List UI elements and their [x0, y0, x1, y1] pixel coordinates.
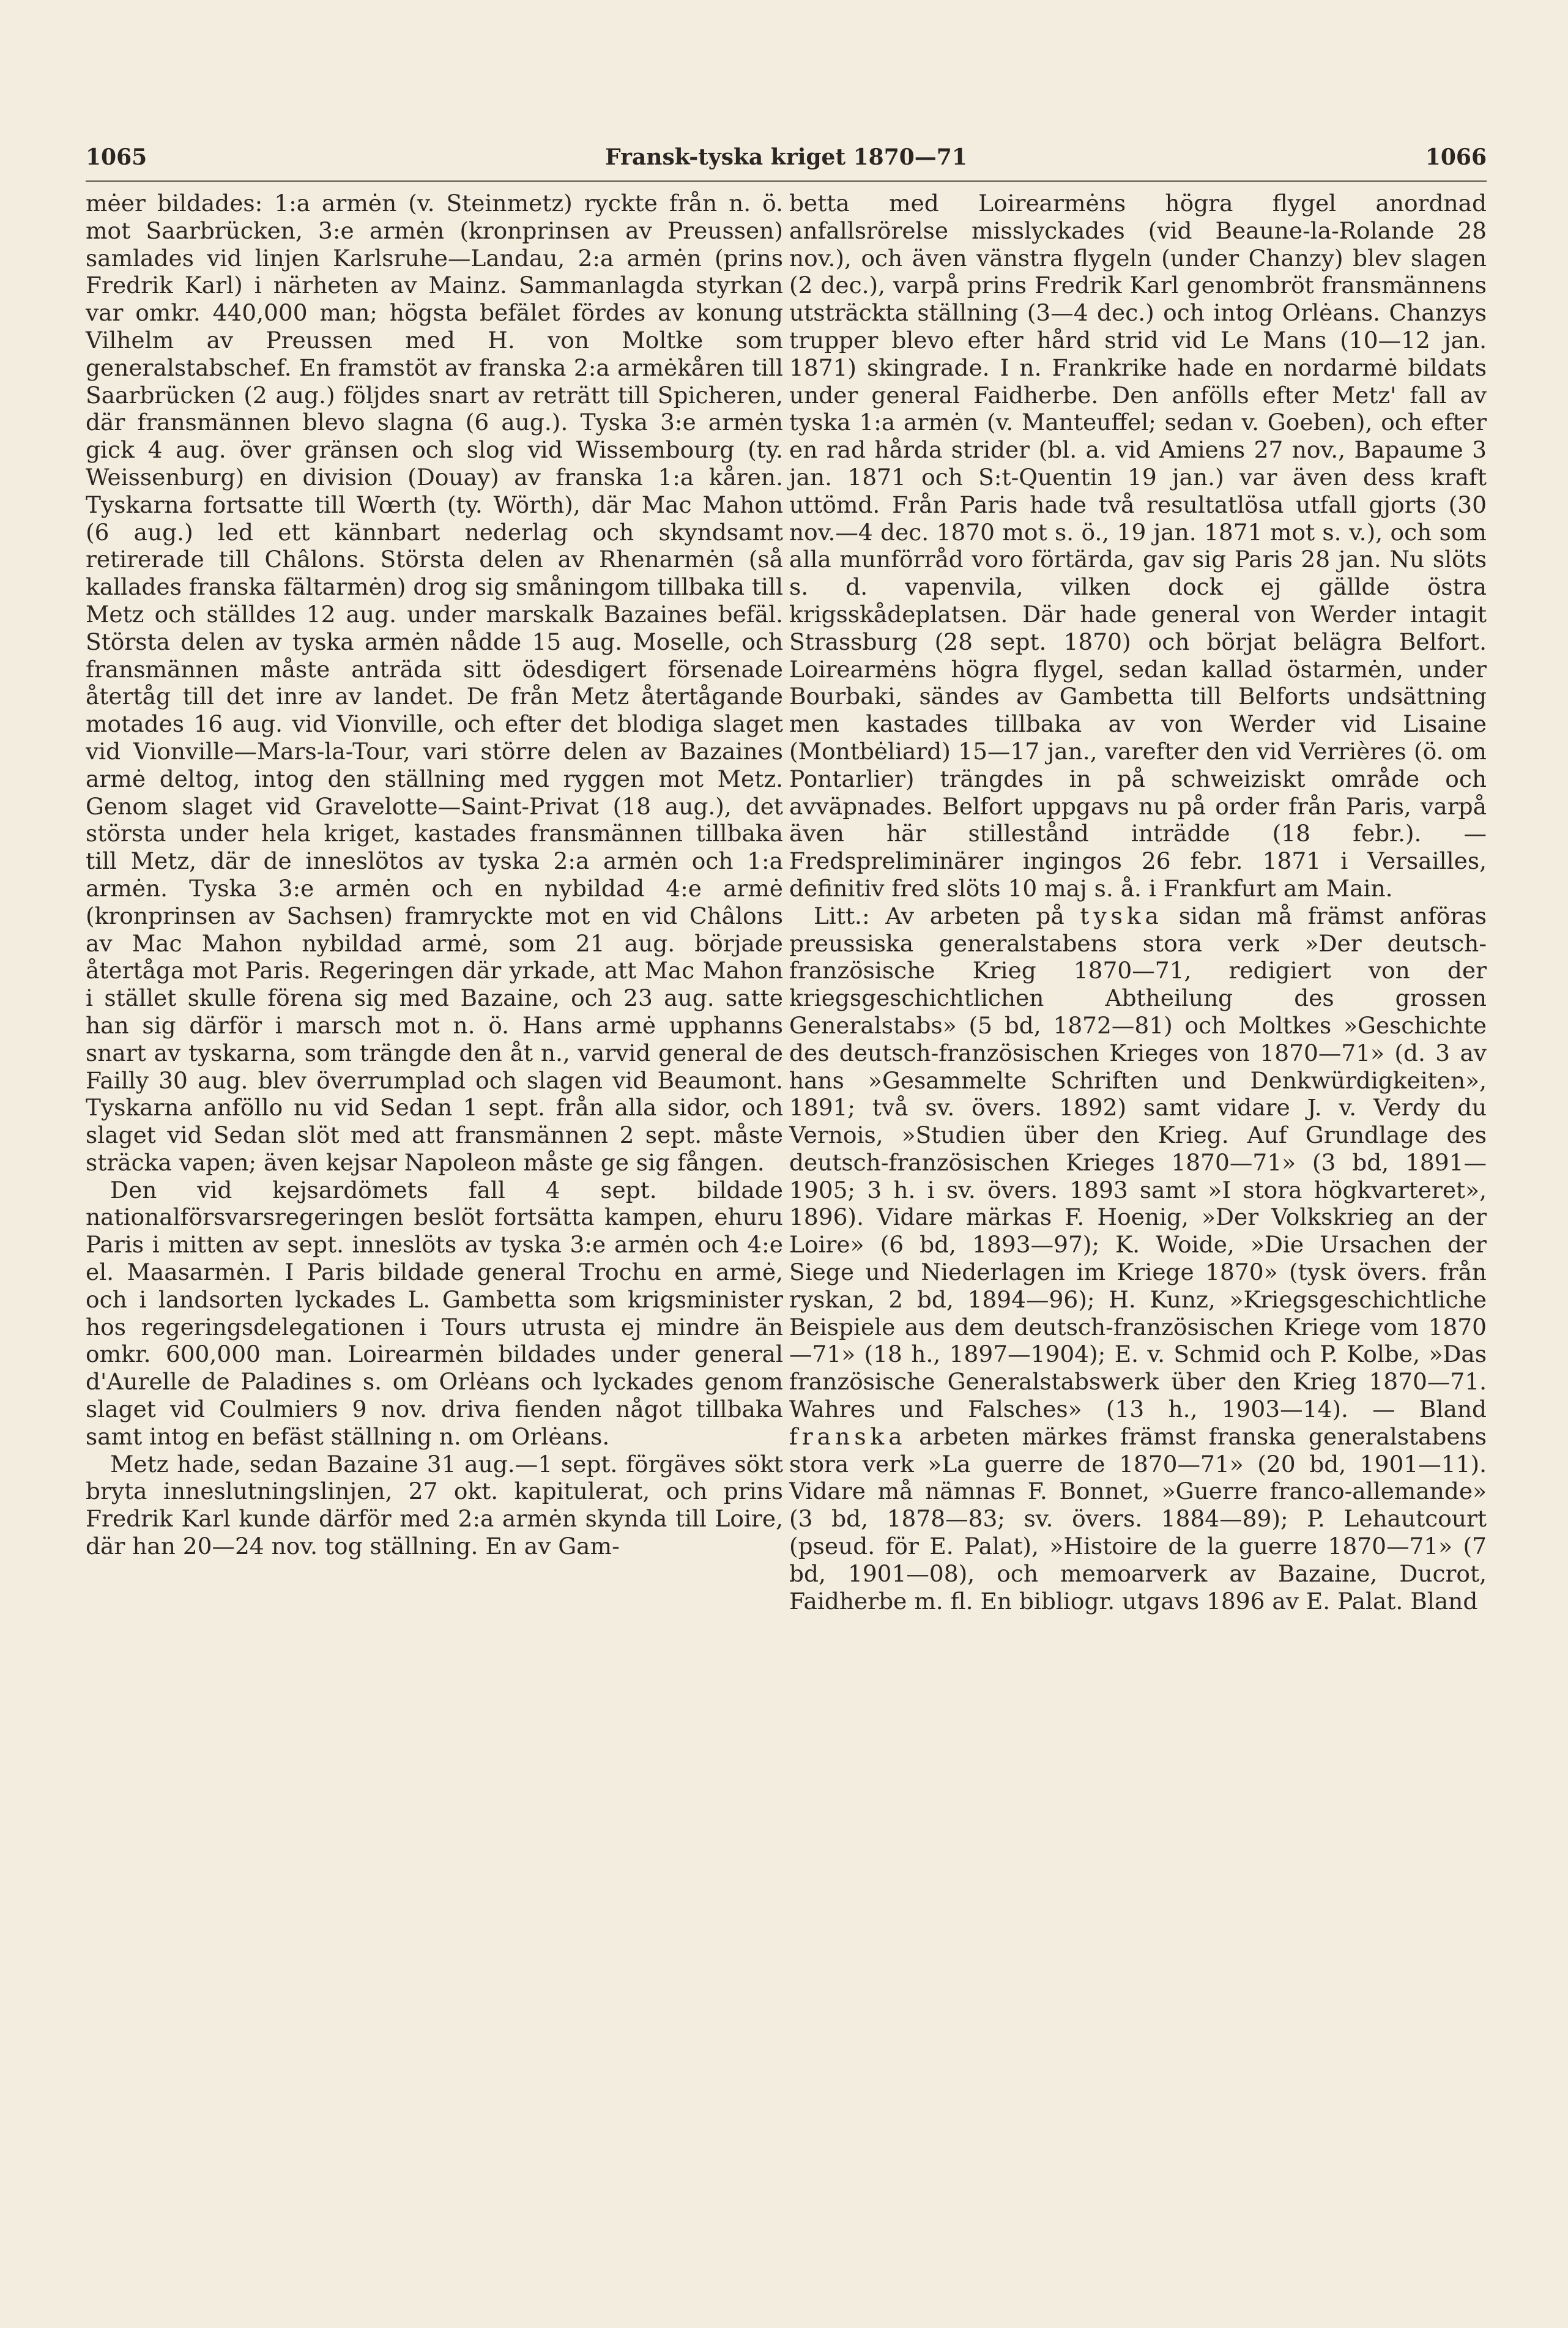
page-number-right: 1066: [1425, 144, 1487, 170]
literature-paragraph: [789, 902, 1487, 1615]
left-paragraph-3: Metz hade, sedan Bazaine 31 aug.—1 sept. förgäves sökt bryta inneslutningslinjen, 27 okt. kapitulerat, och prins Fredrik Karl kunde därför med 2:a armėn skynda till Loire, där han 20—24 nov. tog ställning. En av Gam-: [86, 1450, 783, 1560]
literature-label: Litt.: [814, 902, 862, 929]
running-title: Fransk-tyska kriget 1870—71: [605, 144, 967, 170]
literature-text-a: : Av arbeten på: [861, 902, 1080, 929]
spaced-word-franska: franska: [789, 1422, 907, 1450]
literature-text-c: arbeten märkes främst franska generalstabens stora verk »La guerre de 1870—71» (20 bd, 1901—11). Vidare må nämnas F. Bonnet, »Guerre franco-allemande» (3 bd, 1878—83; sv. övers. 1884—89); P. Lehautcourt (pseud. för E. Palat), »Histoire de la guerre 1870—71» (7 bd, 1901—08), och memoarverk av Bazaine, Ducrot, Faidherbe m. fl. En bibliogr. utgavs 1896 av E. Palat. Bland: [789, 1422, 1487, 1615]
page-number-left: 1065: [86, 144, 147, 170]
header-rule: [86, 180, 1487, 182]
page-header: [86, 144, 1487, 181]
literature-text-b: sidan må främst anföras preussiska generalstabens stora verk »Der deutsch-französische Krieg 1870—71, redigiert von der kriegsgeschichtlichen Abtheilung des grossen Generalstabs» (5 bd, 1872—81) och Moltkes »Geschichte des deutsch-französischen Krieges von 1870—71» (d. 3 av hans »Gesammelte Schriften und Denkwürdigkeiten», 1891; två sv. övers. 1892) samt vidare J. v. Verdy du Vernois, »Studien über den Krieg. Auf Grundlage des deutsch-französischen Krieges 1870—71» (3 bd, 1891—1905; 3 h. i sv. övers. 1893 samt »I stora högkvarteret», 1896). Vidare märkas F. Hoenig, »Der Volkskrieg an der Loire» (6 bd, 1893—97); K. Woide, »Die Ursachen der Siege und Niederlagen im Kriege 1870» (tysk övers. från ryskan, 2 bd, 1894—96); H. Kunz, »Kriegsgeschichtliche Beispiele aus dem deutsch-französischen Kriege vom 1870—71» (18 h., 1897—1904); E. v. Schmid och P. Kolbe, »Das französische Generalstabswerk über den Krieg 1870—71. Wahres und Falsches» (13 h., 1903—14). — Bland: [789, 902, 1487, 1423]
left-paragraph-2: Den vid kejsardömets fall 4 sept. bildade nationalförsvarsregeringen beslöt fortsätta kampen, ehuru Paris i mitten av sept. inneslöts av tyska 3:e armėn och 4:e el. Maasarmėn. I Paris bildade general Trochu en armė, och i landsorten lyckades L. Gambetta som krigsminister hos regeringsdelegationen i Tours utrusta ej mindre än omkr. 600,000 man. Loirearmėn bildades under general d'Aurelle de Paladines s. om Orlėans och lyckades genom slaget vid Coulmiers 9 nov. driva fienden något tillbaka samt intog en befäst ställning n. om Orlėans.: [86, 1176, 783, 1450]
right-paragraph-1: betta med Loirearmėns högra flygel anordnad anfallsrörelse misslyckades (vid Beaune-la-Rolande 28 nov.), och även vänstra flygeln (under Chanzy) blev slagen (2 dec.), varpå prins Fredrik Karl genombröt fransmännens utsträckta ställning (3—4 dec.) och intog Orlėans. Chanzys trupper blevo efter hård strid vid Le Mans (10—12 jan. 1871) skingrade. I n. Frankrike hade en nordarmė bildats under general Faidherbe. Den anfölls efter Metz' fall av tyska 1:a armėn (v. Manteuffel; sedan v. Goeben), och efter en rad hårda strider (bl. a. vid Amiens 27 nov., Bapaume 3 jan. 1871 och S:t-Quentin 19 jan.) var även dess kraft uttömd. Från Paris hade två resultatlösa utfall gjorts (30 nov.—4 dec. 1870 mot s. ö., 19 jan. 1871 mot s. v.), och som alla munförråd voro förtärda, gav sig Paris 28 jan. Nu slöts s. d. vapenvila, vilken dock ej gällde östra krigsskådeplatsen. Där hade general von Werder intagit Strassburg (28 sept. 1870) och börjat belägra Belfort. Loirearmėns högra flygel, sedan kallad östarmėn, under Bourbaki, sändes av Gambetta till Belforts undsättning men kastades tillbaka av von Werder vid Lisaine (Montbėliard) 15—17 jan., varefter den vid Verrières (ö. om Pontarlier) trängdes in på schweiziskt område och avväpnades. Belfort uppgavs nu på order från Paris, varpå även här stillestånd inträdde (18 febr.). — Fredspreliminärer ingingos 26 febr. 1871 i Versailles, definitiv fred slöts 10 maj s. å. i Frankfurt am Main.: [789, 190, 1487, 902]
left-column: [86, 190, 783, 1560]
left-paragraph-1: mėer bildades: 1:a armėn (v. Steinmetz) ryckte från n. ö. mot Saarbrücken, 3:e armėn (kronprinsen av Preussen) samlades vid linjen Karlsruhe—Landau, 2:a armėn (prins Fredrik Karl) i närheten av Mainz. Sammanlagda styrkan var omkr. 440,000 man; högsta befälet fördes av konung Vilhelm av Preussen med H. von Moltke som generalstabschef. En framstöt av franska 2:a armėkåren till Saarbrücken (2 aug.) följdes snart av reträtt till Spicheren, där fransmännen blevo slagna (6 aug.). Tyska 3:e armėn gick 4 aug. över gränsen och slog vid Wissembourg (ty. Weissenburg) en division (Douay) av franska 1:a kåren. Tyskarna fortsatte till Wœrth (ty. Wörth), där Mac Mahon (6 aug.) led ett kännbart nederlag och skyndsamt retirerade till Châlons. Största delen av Rhenarmėn (så kallades franska fältarmėn) drog sig småningom tillbaka till Metz och ställdes 12 aug. under marskalk Bazaines befäl. Största delen av tyska armėn nådde 15 aug. Moselle, och fransmännen måste anträda sitt ödesdigert försenade återtåg till det inre av landet. De från Metz återtågande motades 16 aug. vid Vionville, och efter det blodiga slaget vid Vionville—Mars-la-Tour, vari större delen av Bazaines armė deltog, intog den ställning med ryggen mot Metz. Genom slaget vid Gravelotte—Saint-Privat (18 aug.), det största under hela kriget, kastades fransmännen tillbaka till Metz, där de inneslötos av tyska 2:a armėn och 1:a armėn. Tyska 3:e armėn och en nybildad 4:e armė (kronprinsen av Sachsen) framryckte mot en vid Châlons av Mac Mahon nybildad armė, som 21 aug. började återtåga mot Paris. Regeringen där yrkade, att Mac Mahon i stället skulle förena sig med Bazaine, och 23 aug. satte han sig därför i marsch mot n. ö. Hans armė upphanns snart av tyskarna, som trängde den åt n., varvid general de Failly 30 aug. blev överrumplad och slagen vid Beaumont. Tyskarna anföllo nu vid Sedan 1 sept. från alla sidor, och slaget vid Sedan slöt med att fransmännen 2 sept. måste sträcka vapen; även kejsar Napoleon måste ge sig fången.: [86, 190, 783, 1176]
right-column: [789, 190, 1487, 1615]
spaced-word-tyska: tyska: [1080, 902, 1163, 929]
